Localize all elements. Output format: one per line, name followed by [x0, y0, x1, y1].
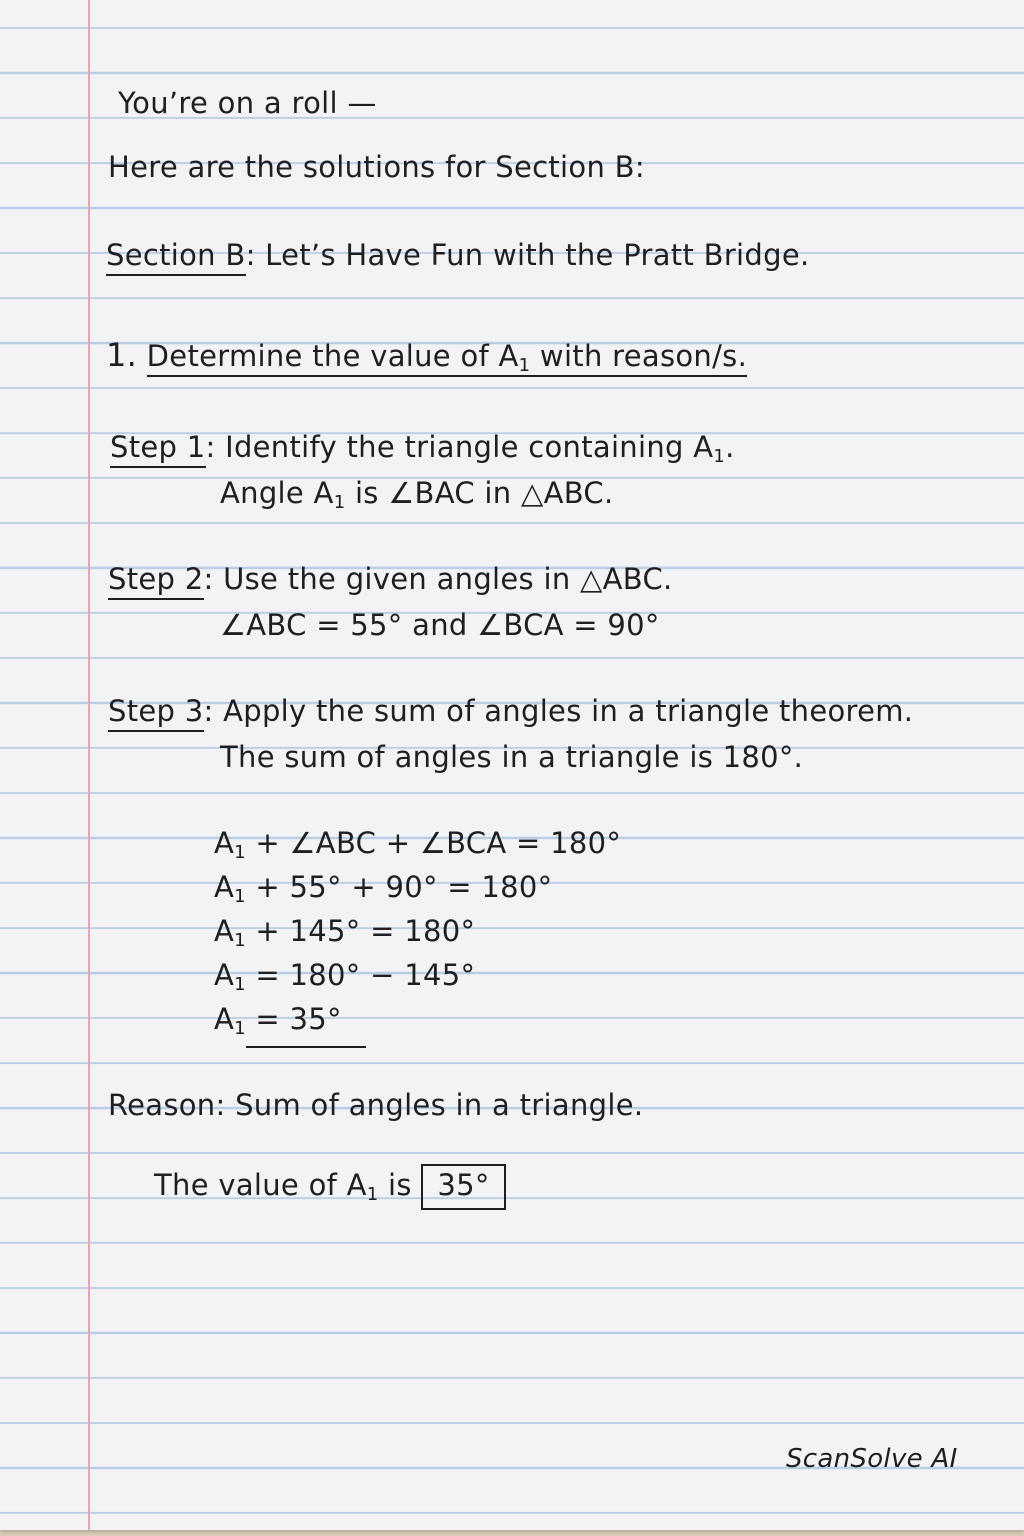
equation-line-3 [214, 914, 475, 951]
result-underline [246, 1046, 366, 1048]
step-1-text: Identify the triangle containing A [225, 430, 714, 464]
equation-rest: = 35° [245, 1002, 342, 1036]
equation-rest: + 55° + 90° = 180° [245, 870, 553, 904]
equation-rest: + ∠ABC + ∠BCA = 180° [245, 826, 622, 860]
step-3-colon: : [203, 694, 214, 728]
reason-line: Reason: Sum of angles in a triangle. [108, 1088, 644, 1122]
equation-variable: A [214, 826, 235, 860]
question-text-end: with reason/s. [530, 339, 748, 373]
step-3-line-1 [108, 694, 913, 728]
step-1-line-2-end: is ∠BAC in △ABC. [345, 476, 614, 510]
step-1-label: Step 1 [110, 430, 206, 468]
step-2-line-2: ∠ABC = 55° and ∠BCA = 90° [220, 608, 660, 642]
question-text [147, 339, 747, 377]
conclusion-text: The value of A [154, 1168, 367, 1202]
step-2-label: Step 2 [108, 562, 204, 600]
question-subscript: 1 [518, 355, 531, 377]
intro-line-1: You’re on a roll — [118, 86, 377, 120]
equation-subscript: 1 [234, 930, 246, 952]
equation-subscript: 1 [234, 886, 246, 908]
section-title: Let’s Have Fun with the Pratt Bridge. [265, 238, 810, 272]
conclusion-is: is [378, 1168, 412, 1202]
step-1-colon: : [205, 430, 216, 464]
step-2-colon: : [203, 562, 214, 596]
step-1-line-2-text: Angle A [220, 476, 334, 510]
conclusion-line [154, 1168, 506, 1205]
equation-variable: A [214, 958, 235, 992]
step-3-line-2: The sum of angles in a triangle is 180°. [220, 740, 804, 774]
section-label: Section B [106, 238, 246, 276]
equation-rest: = 180° − 145° [245, 958, 476, 992]
margin-line [88, 0, 90, 1530]
step-3-text: Apply the sum of angles in a triangle theorem. [223, 694, 914, 728]
equation-variable: A [214, 1002, 235, 1036]
step-1-subscript: 1 [713, 446, 726, 468]
equation-variable: A [214, 870, 235, 904]
equation-line-1 [214, 826, 621, 863]
question-1 [106, 336, 747, 376]
step-3-label: Step 3 [108, 694, 204, 732]
equation-line-5 [214, 1002, 342, 1039]
step-1-line-2-subscript: 1 [333, 492, 346, 514]
equation-line-2 [214, 870, 552, 907]
step-2-line-1 [108, 562, 673, 596]
intro-line-2: Here are the solutions for Section B: [108, 150, 645, 184]
conclusion-subscript: 1 [366, 1184, 379, 1206]
section-colon: : [245, 238, 256, 272]
section-heading [106, 238, 810, 272]
answer-box: 35° [421, 1164, 505, 1210]
step-1-line-2 [220, 476, 613, 513]
step-1-line-1 [110, 430, 735, 467]
question-number: 1. [106, 336, 138, 374]
equation-variable: A [214, 914, 235, 948]
step-1-period: . [725, 430, 735, 464]
equation-line-4 [214, 958, 475, 995]
equation-rest: + 145° = 180° [245, 914, 476, 948]
question-text-main: Determine the value of A [146, 339, 519, 373]
equation-subscript: 1 [234, 842, 246, 864]
equation-subscript: 1 [234, 1018, 246, 1040]
step-2-text: Use the given angles in △ABC. [223, 562, 673, 596]
equation-subscript: 1 [234, 974, 246, 996]
footer-brand: ScanSolve AI [786, 1444, 958, 1474]
